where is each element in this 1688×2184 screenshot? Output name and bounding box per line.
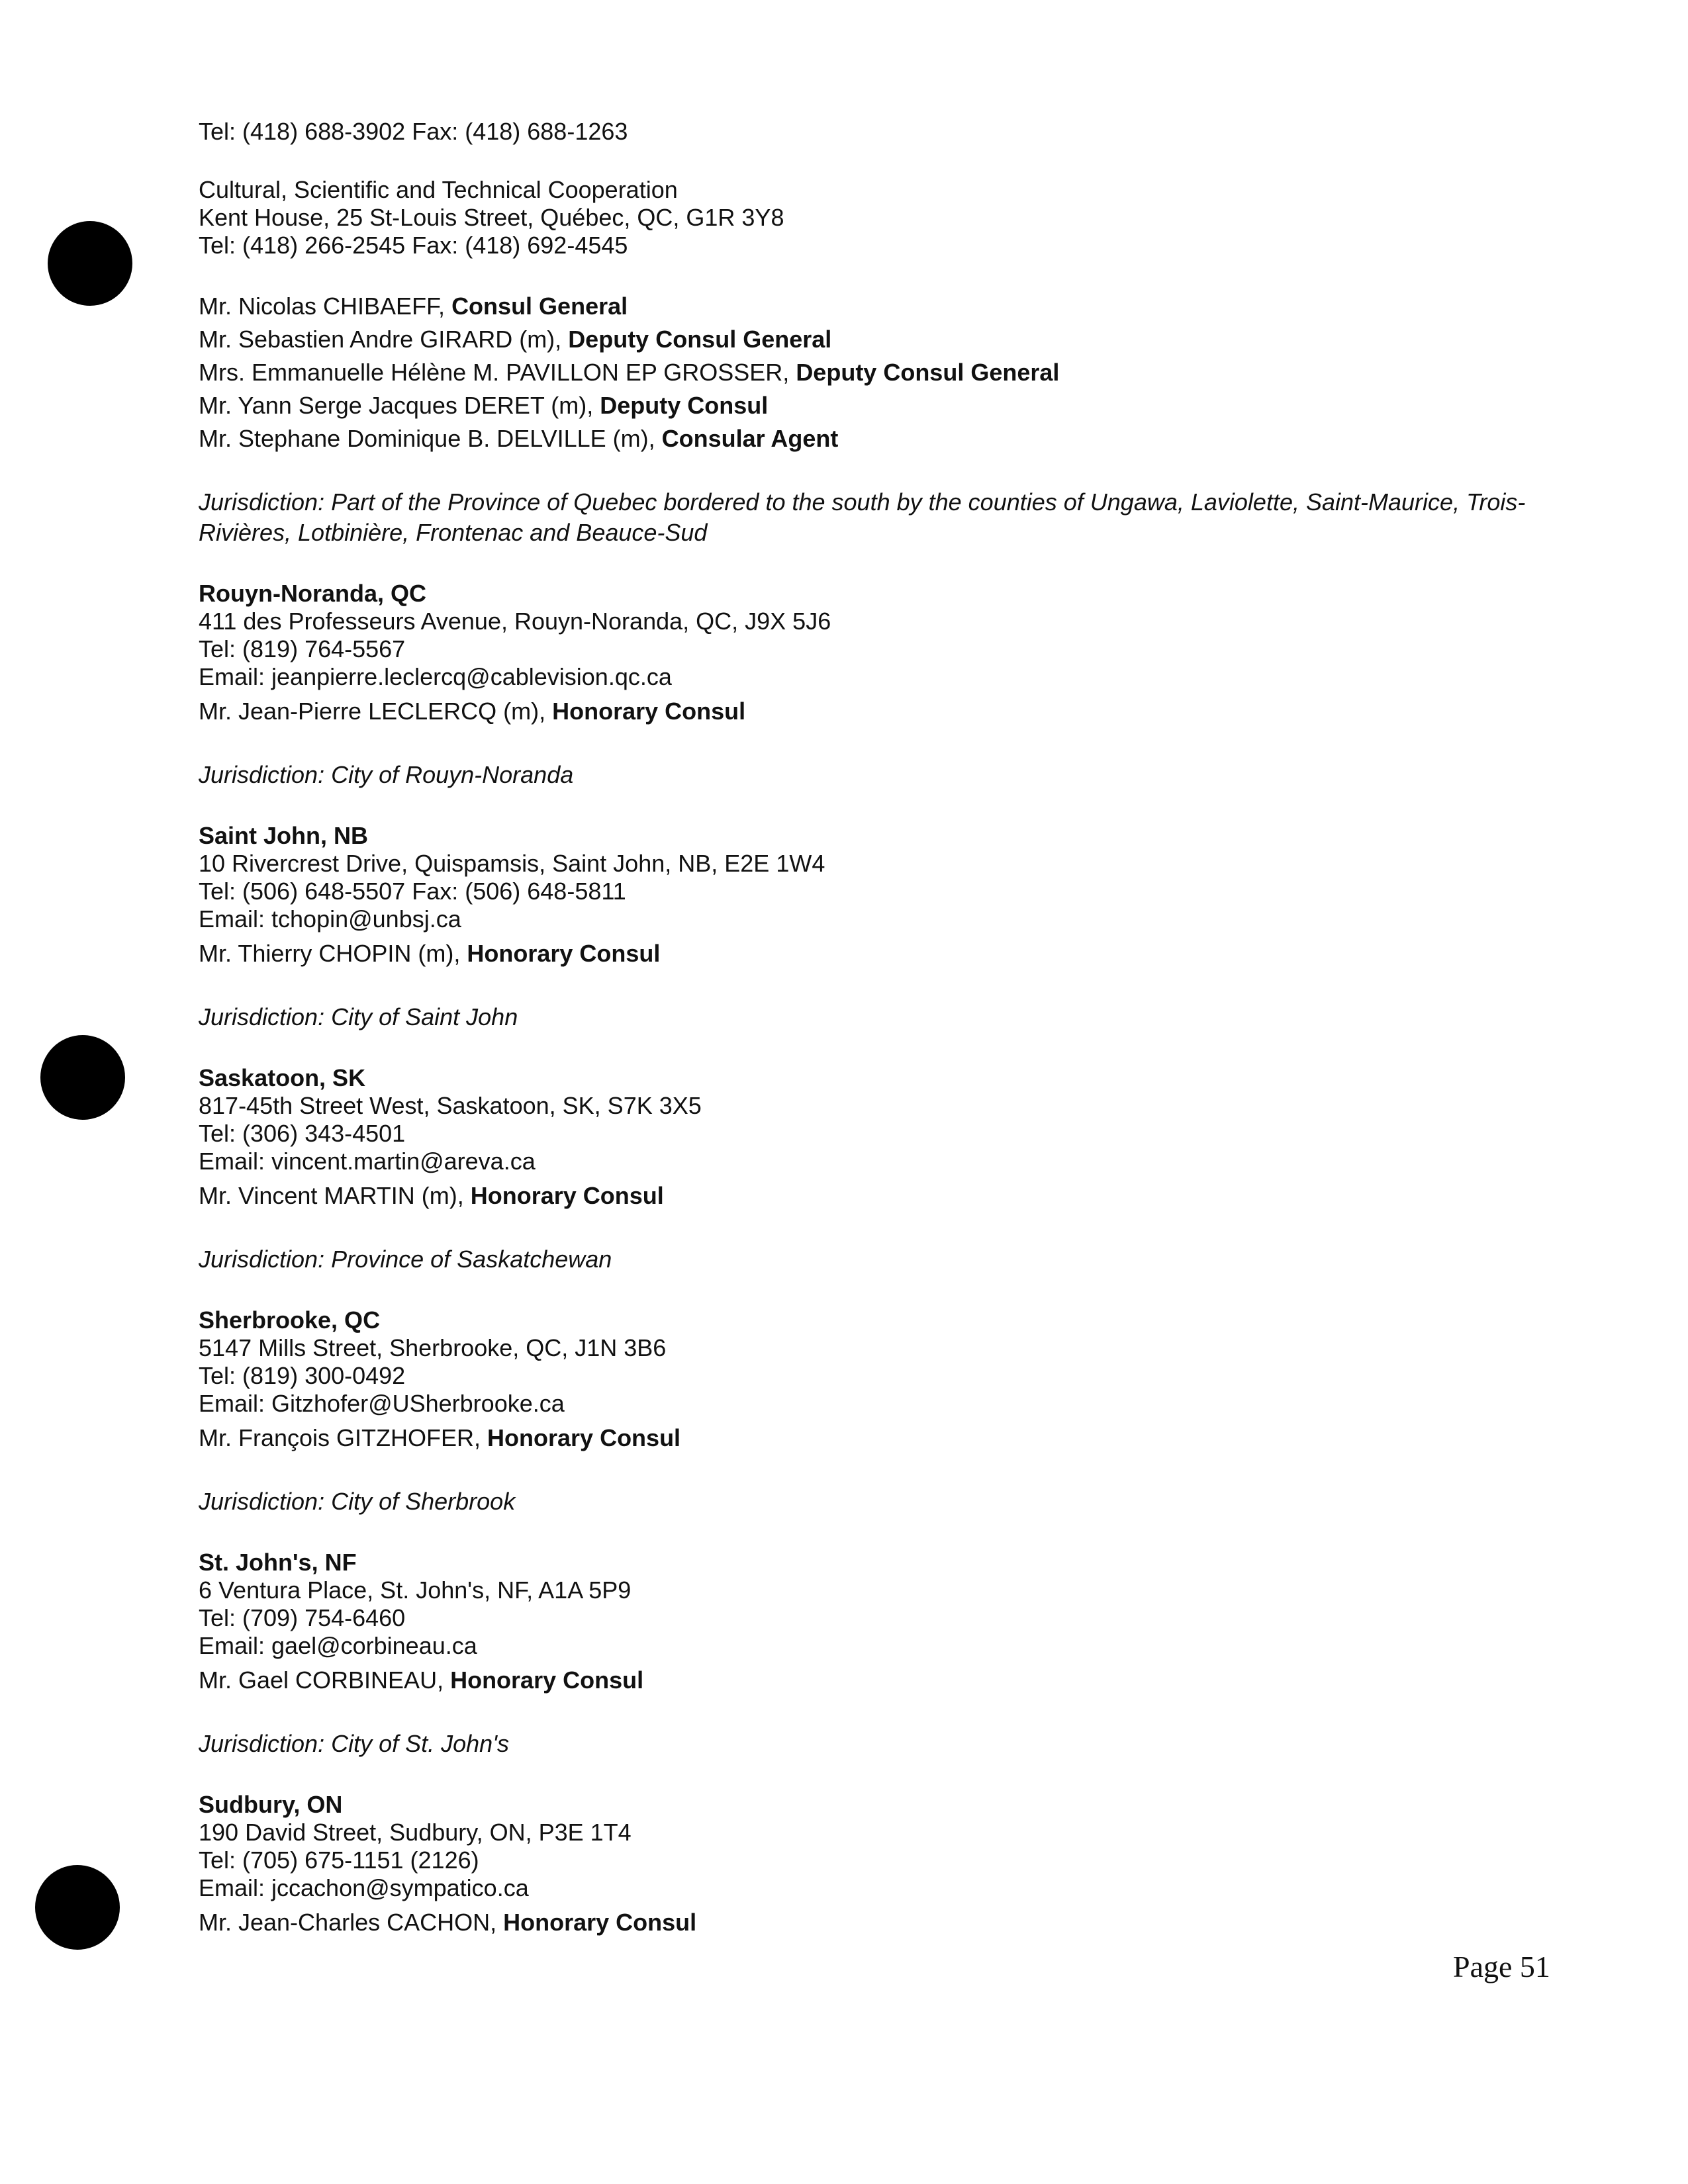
city-heading: Saskatoon, SK — [199, 1064, 366, 1091]
consul-line — [199, 1664, 1529, 1697]
phone: Tel: (709) 754-6460 — [199, 1604, 406, 1631]
address: 6 Ventura Place, St. John's, NF, A1A 5P9 — [199, 1576, 632, 1604]
address: 411 des Professeurs Avenue, Rouyn-Noranda, QC, J9X 5J6 — [199, 608, 831, 635]
consul-line — [199, 1906, 1529, 1939]
official-title: Consular Agent — [661, 425, 839, 452]
address: 5147 Mills Street, Sherbrooke, QC, J1N 3B6 — [199, 1334, 667, 1361]
consul-name: Mr. Thierry CHOPIN (m), — [199, 940, 467, 967]
phone: Tel: (819) 764-5567 — [199, 635, 406, 662]
phone: Tel: (819) 300-0492 — [199, 1362, 406, 1389]
city-heading: Sudbury, ON — [199, 1791, 343, 1818]
email: Email: gael@corbineau.ca — [199, 1632, 477, 1659]
cooperation-tel: Tel: (418) 266-2545 Fax: (418) 692-4545 — [199, 232, 628, 259]
consul-title: Honorary Consul — [487, 1424, 681, 1451]
jurisdiction-text: Jurisdiction: City of Saint John — [199, 1003, 518, 1030]
email: Email: jccachon@sympatico.ca — [199, 1874, 529, 1901]
consul-line — [199, 1422, 1529, 1455]
cooperation-address: Kent House, 25 St-Louis Street, Québec, QC, G1R 3Y8 — [199, 204, 784, 231]
punch-hole — [40, 1035, 125, 1120]
consul-title: Honorary Consul — [552, 698, 746, 725]
consul-line — [199, 937, 1529, 970]
jurisdiction-text: Jurisdiction: Province of Saskatchewan — [199, 1246, 612, 1273]
jurisdiction-text: Jurisdiction: City of Sherbrook — [199, 1488, 516, 1515]
email: Email: jeanpierre.leclercq@cablevision.qc.ca — [199, 663, 672, 690]
punch-hole — [48, 221, 132, 306]
jurisdiction-text: Jurisdiction: City of St. John's — [199, 1730, 510, 1757]
official-name: Mr. Sebastien Andre GIRARD (m), — [199, 326, 569, 353]
official-line — [199, 389, 1529, 422]
email: Email: Gitzhofer@USherbrooke.ca — [199, 1390, 565, 1417]
official-name: Mrs. Emmanuelle Hélène M. PAVILLON EP GROSSER, — [199, 359, 796, 386]
consul-title: Honorary Consul — [470, 1182, 664, 1209]
official-title: Consul General — [451, 293, 628, 320]
official-title: Deputy Consul General — [568, 326, 832, 353]
address: 10 Rivercrest Drive, Quispamsis, Saint John, NB, E2E 1W4 — [199, 850, 825, 877]
consul-name: Mr. Jean-Charles CACHON, — [199, 1909, 504, 1936]
jurisdiction-text: Jurisdiction: Part of the Province of Quebec bordered to the south by the counties of Ungawa, Laviolette, Saint-Maurice, Trois-Rivières, Lotbinière, Frontenac and Beauce-Sud — [199, 488, 1526, 546]
city-heading: St. John's, NF — [199, 1549, 357, 1576]
official-name: Mr. Yann Serge Jacques DERET (m), — [199, 392, 600, 419]
consul-line — [199, 1179, 1529, 1212]
document-body — [199, 118, 1529, 1939]
phone: Tel: (705) 675-1151 (2126) — [199, 1846, 479, 1874]
email: Email: vincent.martin@areva.ca — [199, 1148, 536, 1175]
consul-name: Mr. Jean-Pierre LECLERCQ (m), — [199, 698, 553, 725]
consul-title: Honorary Consul — [503, 1909, 697, 1936]
consul-name: Mr. Gael CORBINEAU, — [199, 1666, 451, 1694]
tel-fax-line: Tel: (418) 688-3902 Fax: (418) 688-1263 — [199, 118, 628, 145]
phone: Tel: (506) 648-5507 Fax: (506) 648-5811 — [199, 878, 626, 905]
official-name: Mr. Nicolas CHIBAEFF, — [199, 293, 452, 320]
city-heading: Rouyn-Noranda, QC — [199, 580, 427, 607]
phone: Tel: (306) 343-4501 — [199, 1120, 406, 1147]
official-title: Deputy Consul — [600, 392, 769, 419]
jurisdiction-text: Jurisdiction: City of Rouyn-Noranda — [199, 761, 574, 788]
consul-name: Mr. François GITZHOFER, — [199, 1424, 488, 1451]
official-title: Deputy Consul General — [796, 359, 1060, 386]
address: 817-45th Street West, Saskatoon, SK, S7K 3X5 — [199, 1092, 702, 1119]
official-line — [199, 422, 1529, 455]
page-number: Page 51 — [1453, 1950, 1550, 1983]
official-line — [199, 323, 1529, 356]
official-line — [199, 290, 1529, 323]
email: Email: tchopin@unbsj.ca — [199, 905, 461, 933]
consul-title: Honorary Consul — [467, 940, 661, 967]
consul-title: Honorary Consul — [450, 1666, 644, 1694]
cooperation-title: Cultural, Scientific and Technical Cooperation — [199, 176, 678, 203]
city-heading: Sherbrooke, QC — [199, 1306, 381, 1334]
address: 190 David Street, Sudbury, ON, P3E 1T4 — [199, 1819, 632, 1846]
city-heading: Saint John, NB — [199, 822, 369, 849]
punch-hole — [35, 1865, 120, 1950]
consul-name: Mr. Vincent MARTIN (m), — [199, 1182, 471, 1209]
official-name: Mr. Stephane Dominique B. DELVILLE (m), — [199, 425, 662, 452]
consul-line — [199, 695, 1529, 728]
official-line — [199, 356, 1529, 389]
